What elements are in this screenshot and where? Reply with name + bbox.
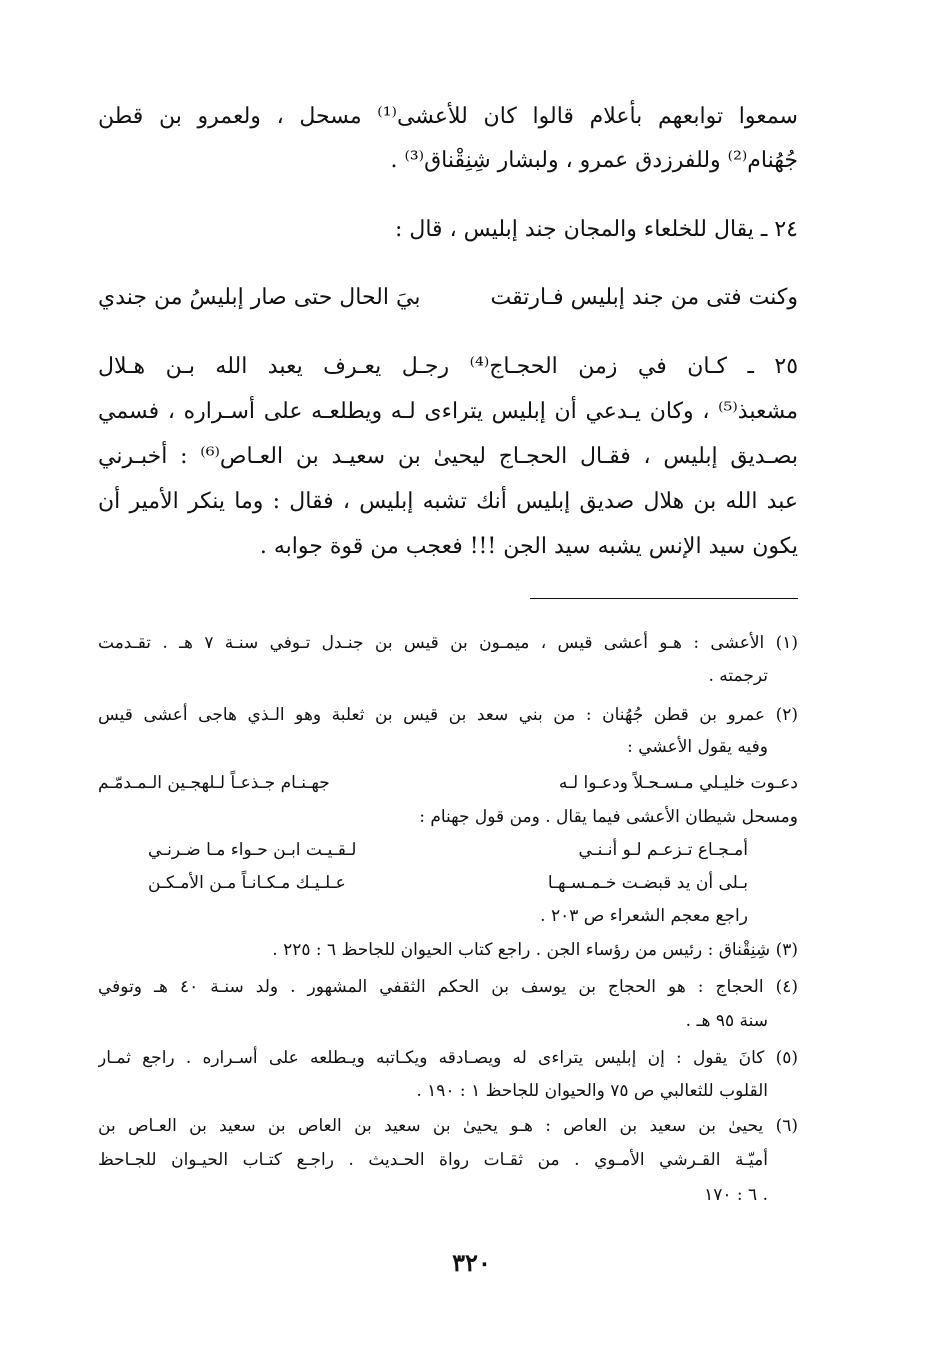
- paragraph-line: سمعوا توابعهم بأعلام قالوا كان للأعشى⁽¹⁾ مسحل ، ولعمرو بن قطن: [98, 104, 798, 129]
- paragraph-line: ٢٤ ـ يقال للخلعاء والمجان جند إبليس ، قال :: [394, 217, 798, 242]
- verse-hemistich-left: بيَ الحال حتى صار إبليسُ من جندي: [98, 285, 421, 310]
- footnote-line: سنة ٩٥ هـ .: [685, 1011, 768, 1031]
- footnote-line: ومسحل شيطان الأعشى فيما يقال . ومن قول جهنام :: [419, 807, 798, 827]
- footnote-couplet-left: عـلـيـك مـكـانـاً مـن الأمـكـن: [148, 873, 346, 893]
- footnote-couplet-right: بـلى أن يد قبضـت خـمـسـهـا: [547, 873, 748, 893]
- footnote-line: أميّـة القـرشي الأمـوي . من ثقـات رواة الحـديث . راجـع كتـاب الحيـوان للجـاحظ: [98, 1150, 768, 1170]
- footnote-line: (٥) كانَ يقول : إن إبليس يتراءى له ويصـادقه ويكـاتبه ويـطلعه على أسـراره . راجع ثمـار: [98, 1048, 798, 1068]
- paragraph-line: جُهُنام⁽²⁾ وللفرزدق عمرو ، ولبشار شِنِقْناق⁽³⁾ .: [390, 148, 798, 173]
- footnote-verse-left: جهـنـام جـذعـاً لـلهجـين الـمـدمّـم: [98, 773, 330, 793]
- paragraph-line: بصـديق إبليس ، فقـال الحجـاج ليحيىٰ بن سعيـد بن العـاص⁽⁶⁾ : أخبـرني: [98, 444, 798, 469]
- footnote-line: (٣) شِنِقْناق : رئيس من رؤساء الجن . راجع كتاب الحيوان للجاحظ ٦ : ٢٢٥ .: [272, 940, 798, 960]
- footnote-line: (٦) يحيىٰ بن سعيد بن العاص : هـو يحيىٰ بن سعيد بن العاص بن سعيد بن العـاص بن: [98, 1116, 798, 1136]
- footnote-line: القلوب للثعالبي ص ٧٥ والحيوان للجاحظ ١ : ١٩٠ .: [416, 1081, 768, 1101]
- footnote-couplet-right: أمـجـاع تـزعـم لـو أنـنـي: [578, 840, 748, 860]
- verse-hemistich-right: وكنت فتى من جند إبليس فـارتقت: [490, 285, 798, 310]
- footnote-line: (٢) عمرو بن قطن جُهُنان : من بني سعد بن قيس بن ثعلبة وهو الـذي هاجى أعشى قيس: [98, 705, 798, 725]
- page-number: ٣٢٠: [452, 1248, 491, 1277]
- footnote-line: (٤) الحجاج : هو الحجاج بن يوسف بن الحكم الثقفي المشهور . ولد سنـة ٤٠ هـ وتوفي: [98, 977, 798, 997]
- footnote-line: ترجمته .: [708, 666, 768, 686]
- paragraph-line: يكون سيد الإنس يشبه سيد الجن !!! فعجب من قوة جوابه .: [259, 534, 798, 559]
- footnote-verse-right: دعـوت خليـلي مـسـحـلاً ودعـوا لـه: [558, 773, 798, 793]
- paragraph-line: عبد الله بن هلال صديق إبليس أنك تشبه إبليس ، فقال : وما ينكر الأمير أن: [98, 489, 798, 514]
- footnote-separator: [530, 598, 798, 599]
- footnote-couplet-left: لـقـيـت ابـن حـواء مـا ضـرنـي: [148, 840, 357, 860]
- footnote-line: (١) الأعشى : هـو أعشى قيس ، ميمـون بن قيس بن جنـدل تـوفي سنـة ٧ هـ . تقـدمت: [98, 633, 798, 653]
- footnote-line: وفيه يقول الأعشي :: [627, 737, 768, 757]
- footnote-line: ٦ : ١٧٠ .: [704, 1185, 768, 1205]
- footnote-reference: راجع معجم الشعراء ص ٢٠٣ .: [540, 906, 748, 926]
- paragraph-line: ٢٥ ـ كـان في زمن الحجـاج⁽⁴⁾ رجـل يعـرف يعبد الله بـن هـلال: [98, 354, 798, 379]
- paragraph-line: مشعبذ⁽⁵⁾ ، وكان يـدعي أن إبليس يتراءى لـه ويطلعـه على أسـراره ، فسمي: [98, 399, 798, 424]
